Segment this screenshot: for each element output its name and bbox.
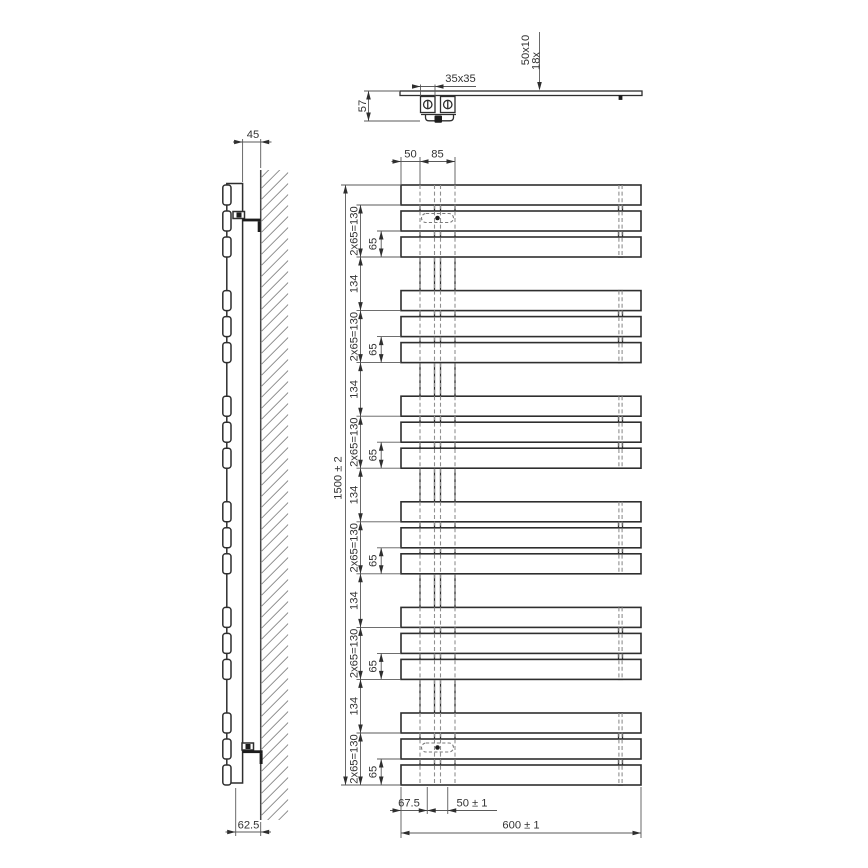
hatch-line bbox=[261, 547, 289, 575]
towel-bar-side bbox=[223, 343, 231, 363]
dimension-arrow bbox=[358, 619, 363, 628]
dimension-arrow bbox=[393, 159, 402, 164]
towel-bar bbox=[401, 237, 641, 257]
overall-width-dim-label: 600 ± 1 bbox=[502, 819, 540, 832]
hatch-line bbox=[261, 558, 289, 586]
hatch-line bbox=[261, 173, 289, 201]
hatch-line bbox=[261, 393, 289, 421]
dimension-arrow bbox=[379, 354, 384, 363]
dimension-arrow bbox=[447, 159, 456, 164]
hatch-line bbox=[261, 206, 289, 234]
bracket-screw bbox=[246, 744, 251, 749]
bar-spacing-dim-label: 65 bbox=[367, 448, 380, 462]
towel-bar bbox=[401, 422, 641, 442]
hatch-line bbox=[261, 514, 289, 542]
hatch-line bbox=[261, 811, 289, 839]
chain-dim-label: 2x65=130 bbox=[348, 734, 361, 784]
towel-bar-side bbox=[223, 765, 231, 785]
bracket-wall-flange bbox=[258, 221, 261, 232]
towel-bar-side bbox=[223, 185, 231, 205]
chain-dim-label: 134 bbox=[348, 696, 361, 716]
bar-spacing-dim-label: 65 bbox=[367, 237, 380, 251]
hatch-line bbox=[261, 844, 289, 868]
top-view bbox=[364, 32, 642, 123]
towel-bar bbox=[401, 659, 641, 679]
hatch-line bbox=[261, 448, 289, 476]
dimension-arrow bbox=[401, 831, 410, 836]
towel-bar bbox=[401, 713, 641, 733]
towel-bar-side bbox=[223, 291, 231, 311]
towel-bar bbox=[401, 607, 641, 627]
hatch-line bbox=[261, 415, 289, 443]
dimension-arrow bbox=[633, 831, 642, 836]
bracket-screw-top bbox=[435, 116, 443, 123]
hidden-geometry-over bbox=[420, 185, 622, 785]
hatch-line bbox=[261, 756, 289, 784]
hatch-line bbox=[261, 657, 289, 685]
chain-dim-label: 2x65=130 bbox=[348, 523, 361, 573]
dimension-arrow bbox=[379, 777, 384, 786]
towel-bar-side bbox=[223, 211, 231, 231]
dimension-arrow bbox=[358, 408, 363, 417]
hatch-line bbox=[261, 624, 289, 652]
towel-bar-side bbox=[223, 422, 231, 442]
wall-hatching bbox=[261, 151, 289, 868]
hatch-line bbox=[261, 382, 289, 410]
hatch-line bbox=[261, 646, 289, 674]
chain-dim-label: 134 bbox=[348, 380, 361, 399]
hatch-line bbox=[261, 217, 289, 245]
dimension-arrow bbox=[358, 574, 363, 583]
dimension-arrow bbox=[379, 653, 384, 662]
hatch-line bbox=[261, 569, 289, 597]
hatch-line bbox=[261, 371, 289, 399]
chain-dim-label: 134 bbox=[348, 274, 361, 294]
dimension-arrow bbox=[366, 91, 371, 100]
bracket-screw bbox=[237, 213, 242, 218]
bracket-wall-flange bbox=[260, 753, 263, 764]
collector-profile-side bbox=[227, 184, 243, 784]
hatch-line bbox=[261, 360, 289, 388]
hatch-line bbox=[261, 767, 289, 795]
towel-bar bbox=[401, 448, 641, 468]
hatch-line bbox=[261, 613, 289, 641]
hatch-line bbox=[261, 800, 289, 828]
chain-dim-label: 2x65=130 bbox=[348, 206, 361, 256]
hatch-line bbox=[261, 283, 289, 311]
towel-bar-side bbox=[223, 237, 231, 257]
towel-bar-side bbox=[223, 317, 231, 337]
bracket-arm bbox=[243, 219, 261, 222]
dimension-arrow bbox=[343, 777, 348, 786]
wall-gap-dim-label: 45 bbox=[246, 129, 260, 141]
hatch-line bbox=[261, 151, 289, 179]
connection-spacing-dim-label: 50 ± 1 bbox=[456, 797, 488, 810]
hatch-line bbox=[261, 184, 289, 212]
bar-spacing-dim-label: 65 bbox=[367, 765, 380, 779]
dimension-arrow bbox=[358, 725, 363, 734]
towel-bar bbox=[401, 343, 641, 363]
towel-bar bbox=[401, 502, 641, 522]
hatch-line bbox=[261, 789, 289, 817]
hatch-line bbox=[261, 668, 289, 696]
hatch-line bbox=[261, 228, 289, 256]
overall-height-dim-label: 1500 ± 2 bbox=[332, 456, 345, 500]
dimension-arrow bbox=[358, 257, 363, 266]
dimension-arrow bbox=[412, 84, 421, 89]
mounting-screw bbox=[435, 745, 440, 750]
hatch-line bbox=[261, 602, 289, 630]
towel-bar bbox=[401, 765, 641, 785]
hatch-line bbox=[261, 833, 289, 861]
hatch-line bbox=[261, 745, 289, 773]
dimension-arrow bbox=[435, 84, 444, 89]
front-view bbox=[341, 157, 641, 838]
tube-profile-note: 50x10 bbox=[520, 34, 532, 66]
towel-bar-side bbox=[223, 396, 231, 416]
hatch-line bbox=[261, 723, 289, 751]
hatch-line bbox=[261, 734, 289, 762]
hatch-line bbox=[261, 437, 289, 465]
edge-to-pipe-dim-label: 50 bbox=[404, 148, 417, 161]
hatch-line bbox=[261, 459, 289, 487]
dimension-arrow bbox=[379, 565, 384, 574]
dimension-arrow bbox=[379, 337, 384, 346]
dimension-arrow bbox=[343, 185, 348, 194]
top-bar-profile bbox=[400, 91, 642, 96]
tube-count-note: 18x bbox=[530, 51, 543, 71]
front-dimensions bbox=[341, 157, 641, 838]
bar-spacing-dim-label: 65 bbox=[367, 343, 380, 356]
hatch-line bbox=[261, 272, 289, 300]
bracket-arm bbox=[243, 750, 263, 753]
hatch-line bbox=[261, 712, 289, 740]
towel-bar-side bbox=[223, 659, 231, 679]
towel-bar-side bbox=[223, 448, 231, 468]
hatch-line bbox=[261, 327, 289, 355]
dimension-arrow bbox=[379, 460, 384, 469]
towel-bar bbox=[401, 317, 641, 337]
chain-dim-label: 134 bbox=[348, 591, 361, 610]
hatch-line bbox=[261, 261, 289, 289]
hidden-geometry-under bbox=[420, 185, 623, 785]
edge-to-connection-dim-label: 67.5 bbox=[398, 797, 420, 810]
dimension-arrow bbox=[358, 363, 363, 372]
dimension-arrow bbox=[358, 302, 363, 311]
towel-bar bbox=[401, 396, 641, 416]
pipe-span-dim-label: 85 bbox=[431, 148, 444, 161]
hatch-line bbox=[261, 635, 289, 663]
hatch-line bbox=[261, 492, 289, 520]
towel-bar-side bbox=[223, 633, 231, 653]
hatch-line bbox=[261, 162, 289, 190]
towel-bar-side bbox=[223, 554, 231, 574]
towel-bar-side bbox=[223, 713, 231, 733]
profile-dim-label: 35x35 bbox=[445, 73, 476, 85]
hatch-line bbox=[261, 701, 289, 729]
dimension-arrow bbox=[379, 548, 384, 557]
hatch-line bbox=[261, 679, 289, 707]
towel-bar bbox=[401, 633, 641, 653]
wall-bracket-bottom bbox=[242, 743, 263, 764]
support-rod-top bbox=[619, 95, 623, 100]
dimension-arrow bbox=[358, 468, 363, 477]
towel-bar-side bbox=[223, 739, 231, 759]
hatch-line bbox=[261, 316, 289, 344]
dimension-arrow bbox=[379, 249, 384, 258]
hatch-line bbox=[261, 536, 289, 564]
depth-dim-label: 57 bbox=[357, 99, 369, 113]
dimension-arrow bbox=[420, 159, 429, 164]
hatch-line bbox=[261, 426, 289, 454]
hatch-line bbox=[261, 690, 289, 718]
chain-dim-label: 134 bbox=[348, 485, 361, 505]
pipe-wall-dim-label: 62.5 bbox=[237, 819, 260, 832]
bar-spacing-dim-label: 65 bbox=[367, 554, 380, 568]
hatch-line bbox=[261, 404, 289, 432]
towel-bar-side bbox=[223, 607, 231, 627]
hatch-line bbox=[261, 525, 289, 553]
mounting-screw bbox=[435, 216, 440, 221]
dimension-arrow bbox=[419, 808, 428, 813]
dimension-arrow bbox=[448, 808, 457, 813]
hatch-line bbox=[261, 580, 289, 608]
towel-bars bbox=[401, 185, 641, 785]
hatch-line bbox=[261, 503, 289, 531]
wall bbox=[261, 151, 289, 868]
dimension-arrow bbox=[261, 830, 270, 835]
bar-spacing-dim-label: 65 bbox=[367, 660, 380, 673]
chain-dim-label: 2x65=130 bbox=[348, 311, 361, 362]
dimension-arrow bbox=[427, 808, 436, 813]
towel-bar-side bbox=[223, 528, 231, 548]
hatch-line bbox=[261, 239, 289, 267]
side-view bbox=[223, 139, 288, 868]
towel-bar bbox=[401, 291, 641, 311]
hatch-line bbox=[261, 195, 289, 223]
hatch-line bbox=[261, 338, 289, 366]
dimension-arrow bbox=[379, 671, 384, 680]
dimension-arrow bbox=[358, 679, 363, 688]
hatch-line bbox=[261, 294, 289, 322]
towel-bar bbox=[401, 528, 641, 548]
chain-dim-label: 2x65=130 bbox=[348, 417, 361, 467]
dimension-arrow bbox=[379, 759, 384, 768]
dimension-arrow bbox=[379, 442, 384, 451]
dimension-arrow bbox=[379, 231, 384, 240]
hatch-line bbox=[261, 778, 289, 806]
dimension-arrow bbox=[358, 513, 363, 522]
hatch-line bbox=[261, 349, 289, 377]
dimension-arrow bbox=[261, 140, 270, 145]
towel-bar-side bbox=[223, 502, 231, 522]
dimension-arrow bbox=[234, 140, 243, 145]
dimension-arrow bbox=[366, 113, 371, 122]
towel-bar bbox=[401, 185, 641, 205]
dimension-arrow bbox=[227, 830, 236, 835]
hatch-line bbox=[261, 822, 289, 850]
hatch-line bbox=[261, 481, 289, 509]
hatch-line bbox=[261, 305, 289, 333]
chain-dim-label: 2x65=130 bbox=[348, 628, 361, 679]
hatch-line bbox=[261, 470, 289, 498]
towel-bar bbox=[401, 554, 641, 574]
dimension-arrow bbox=[537, 82, 542, 91]
hatch-line bbox=[261, 591, 289, 619]
hatch-line bbox=[261, 250, 289, 278]
